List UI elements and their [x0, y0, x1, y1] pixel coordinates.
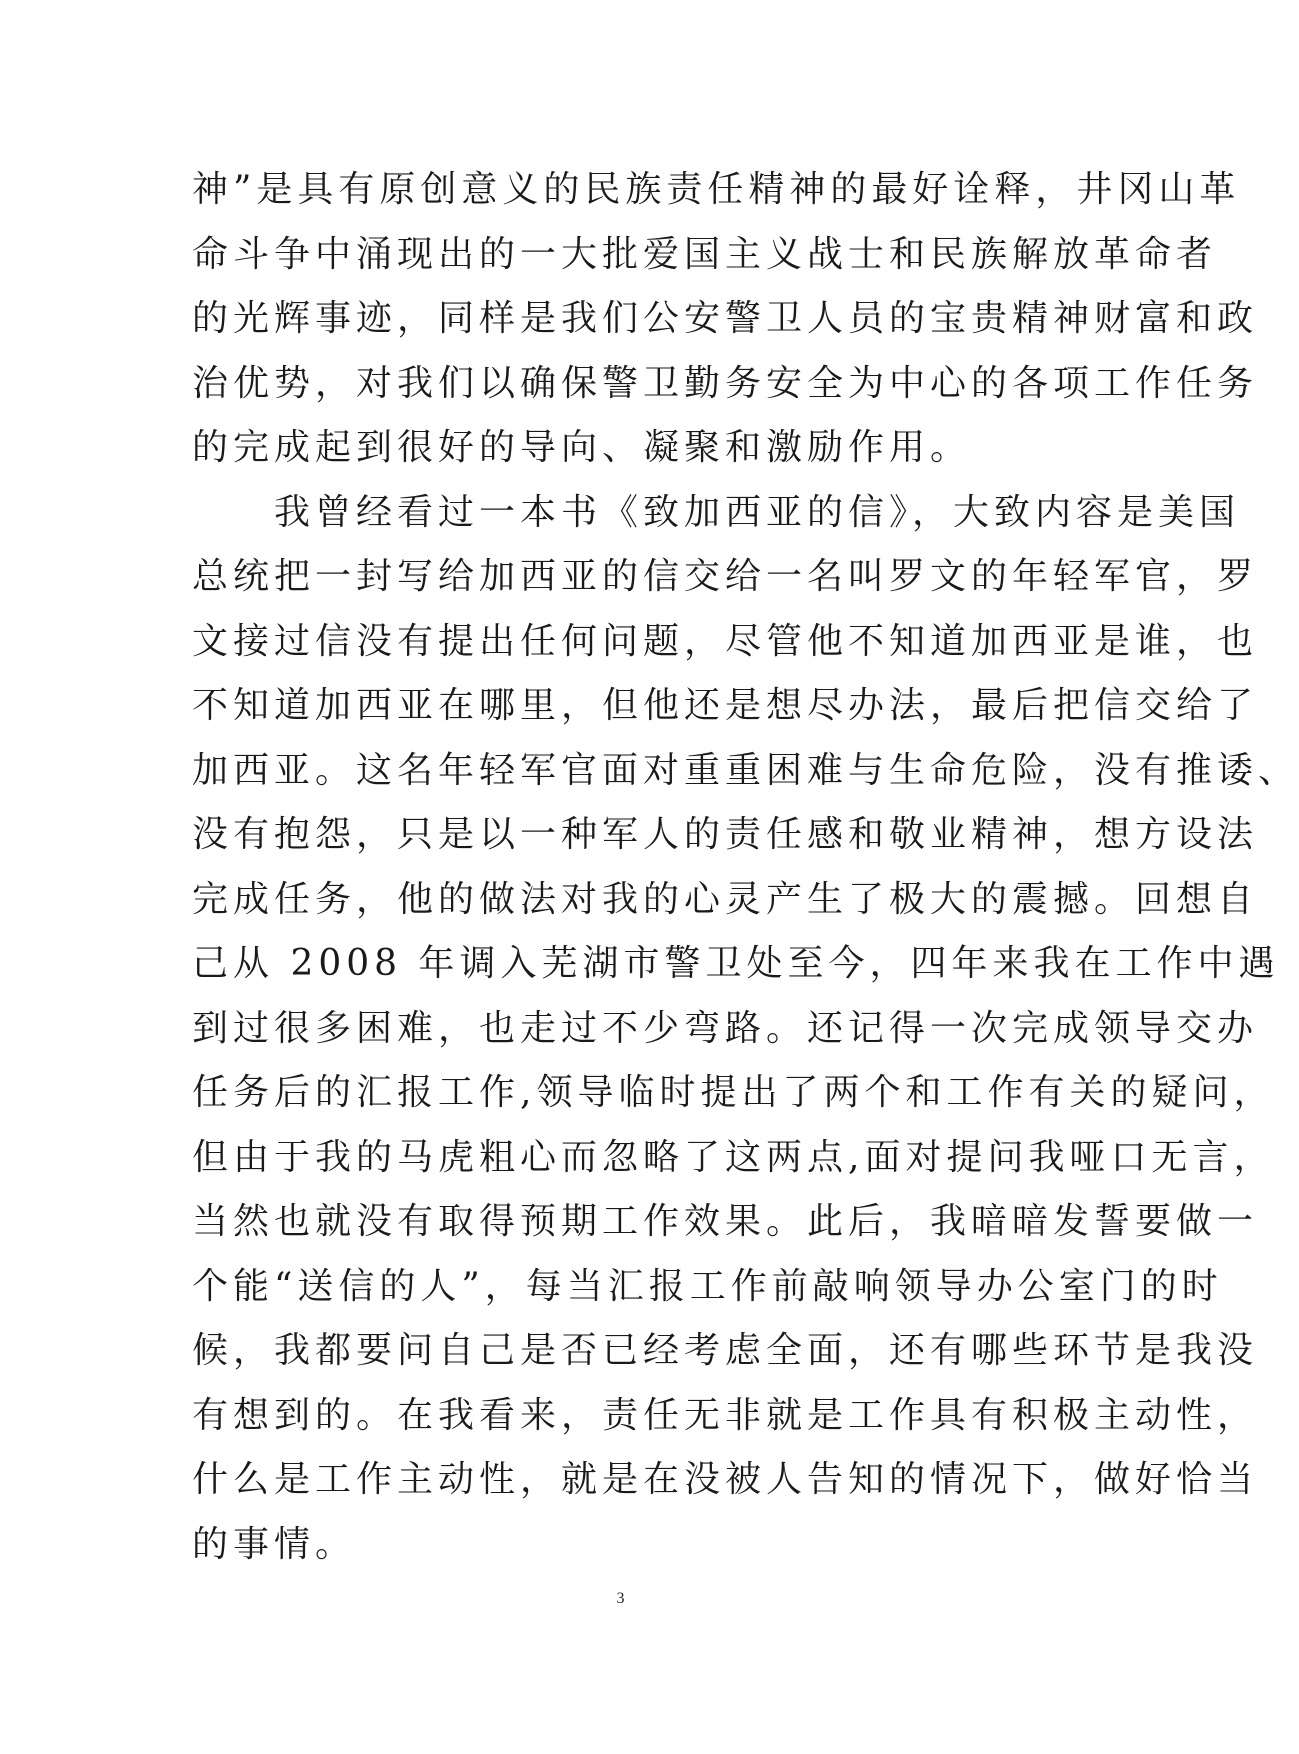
text-line: 不知道加西亚在哪里，但他还是想尽办法，最后把信交给了 [192, 685, 1259, 726]
text-line: 没有抱怨，只是以一种军人的责任感和敬业精神，想方设法 [192, 814, 1259, 855]
text-line: 任务后的汇报工作,领导临时提出了两个和工作有关的疑问， [192, 1072, 1275, 1113]
document-body [192, 158, 1299, 1577]
text-line: 命斗争中涌现出的一大批爱国主义战士和民族解放革命者 [192, 233, 1218, 275]
text-line: 治优势，对我们以确保警卫勤务安全为中心的各项工作任务 [192, 362, 1259, 404]
text-line: 的光辉事迹，同样是我们公安警卫人员的宝贵精神财富和政 [192, 298, 1259, 339]
text-line: 完成任务，他的做法对我的心灵产生了极大的震撼。回想自 [192, 878, 1259, 920]
text-line: 有想到的。在我看来，责任无非就是工作具有积极主动性， [192, 1394, 1259, 1436]
text-line: 的事情。 [192, 1523, 357, 1565]
text-line: 到过很多困难，也走过不少弯路。还记得一次完成领导交办 [192, 1007, 1259, 1049]
text-line: 当然也就没有取得预期工作效果。此后，我暗暗发誓要做一 [192, 1201, 1259, 1242]
text-line: 的完成起到很好的导向、凝聚和激励作用。 [192, 427, 972, 468]
text-line: 己从 2008 年调入芜湖市警卫处至今，四年来我在工作中遇 [192, 943, 1280, 984]
text-line: 神”是具有原创意义的民族责任精神的最好诠释，井冈山革 [192, 169, 1241, 210]
text-line: 我曾经看过一本书《致加西亚的信》，大致内容是美国 [192, 491, 1241, 533]
text-line: 候，我都要问自己是否已经考虑全面，还有哪些环节是我没 [192, 1330, 1259, 1371]
text-line: 什么是工作主动性，就是在没被人告知的情况下，做好恰当 [192, 1459, 1259, 1500]
text-line: 个能“送信的人”，每当汇报工作前敲响领导办公室门的时 [192, 1265, 1223, 1307]
text-line: 加西亚。这名年轻军官面对重重困难与生命危险，没有推诿、 [192, 749, 1299, 791]
text-line: 总统把一封写给加西亚的信交给一名叫罗文的年轻军官，罗 [192, 556, 1259, 597]
text-line: 但由于我的马虎粗心而忽略了这两点,面对提问我哑口无言， [192, 1136, 1275, 1178]
page-number: 3 [616, 1590, 625, 1607]
text-line: 文接过信没有提出任何问题，尽管他不知道加西亚是谁，也 [192, 620, 1259, 662]
